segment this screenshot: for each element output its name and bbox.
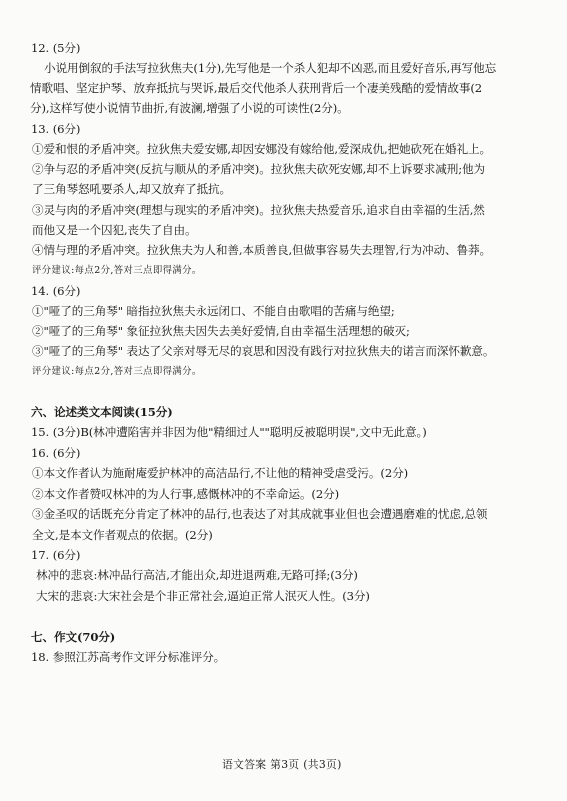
- q17-point-1: 林冲的悲哀:林冲品行高洁,才能出众,却进退两难,无路可择;(3分): [36, 568, 358, 582]
- page-footer: 语文答案 第3页 (共3页): [222, 758, 342, 771]
- section-6-heading: 六、论述类文本阅读(15分): [31, 405, 173, 419]
- q17-point-2: 大宋的悲哀:大宋社会是个非正常社会,逼迫正常人泯灭人性。(3分): [36, 589, 370, 603]
- q14-point-3: ③"哑了的三角琴" 表达了父亲对辱无尽的哀思和因没有践行对拉狄焦夫的诺言而深怀歉意。: [32, 344, 495, 358]
- q13-point-4: ④情与理的矛盾冲突。拉狄焦夫为人和善,本质善良,但做事容易失去理智,行为冲动、鲁莽。: [32, 243, 492, 257]
- q14-point-2: ②"哑了的三角琴" 象征拉狄焦夫因失去美好爱情,自由幸福生活理想的破灭;: [32, 324, 410, 338]
- section-7-heading: 七、作文(70分): [31, 630, 116, 644]
- q18-answer: 18. 参照江苏高考作文评分标准评分。: [31, 650, 226, 664]
- q13-point-2: ②争与忍的矛盾冲突(反抗与顺从的矛盾冲突)。拉狄焦夫砍死安娜,却不上诉要求减刑;他为: [32, 162, 486, 176]
- q16-point-3: ③金圣叹的话既充分肯定了林冲的品行,也表达了对其成就事业但也会遭遇磨难的忧虑,总领: [32, 507, 488, 521]
- q17-heading: 17. (6分): [31, 548, 81, 562]
- q14-point-1: ①"哑了的三角琴" 暗指拉狄焦夫永远闭口、不能自由歌唱的苦痛与绝望;: [32, 304, 395, 318]
- q13-scoring-note: 评分建议:每点2分,答对三点即得满分。: [32, 265, 202, 276]
- q12-answer-line: 情歌唱、坚定护琴、放弃抵抗与哭诉,最后交代他杀人获刑背后一个凄美残酷的爱情故事(2: [30, 81, 483, 95]
- q13-point-2-cont: 了三角琴怒吼要杀人,却又放弃了抵抗。: [32, 182, 231, 196]
- q16-point-1: ①本文作者认为施耐庵爱护林冲的高洁品行,不让他的精神受虐受污。(2分): [32, 466, 409, 480]
- q13-point-3-cont: 而他又是一个囚犯,丧失了自由。: [32, 223, 197, 237]
- q13-point-3: ③灵与肉的矛盾冲突(理想与现实的矛盾冲突)。拉狄焦夫热爱音乐,追求自由幸福的生活,然: [32, 203, 485, 217]
- q16-point-2: ②本文作者赞叹林冲的为人行事,感慨林冲的不幸命运。(2分): [32, 487, 340, 501]
- q13-heading: 13. (6分): [31, 122, 81, 136]
- q12-answer-line: 分),这样写使小说情节曲折,有波澜,增强了小说的可读性(2分)。: [30, 101, 349, 115]
- q14-heading: 14. (6分): [31, 284, 81, 298]
- q15-answer: 15. (3分)B(林冲遭陷害并非因为他"精细过人""聪明反被聪明误",文中无此意。): [31, 425, 427, 439]
- q16-point-3-cont: 全文,是本文作者观点的依据。(2分): [32, 528, 213, 542]
- q12-heading: 12. (5分): [31, 41, 81, 55]
- q13-point-1: ①爱和恨的矛盾冲突。拉狄焦夫爱安娜,却因安娜没有嫁给他,爱深成仇,把她砍死在婚礼上。: [32, 142, 492, 156]
- q16-heading: 16. (6分): [31, 446, 81, 460]
- q14-scoring-note: 评分建议:每点2分,答对三点即得满分。: [32, 366, 202, 377]
- q12-answer-line: 小说用倒叙的手法写拉狄焦夫(1分),先写他是一个杀人犯却不凶恶,而且爱好音乐,再写他忘: [44, 61, 497, 75]
